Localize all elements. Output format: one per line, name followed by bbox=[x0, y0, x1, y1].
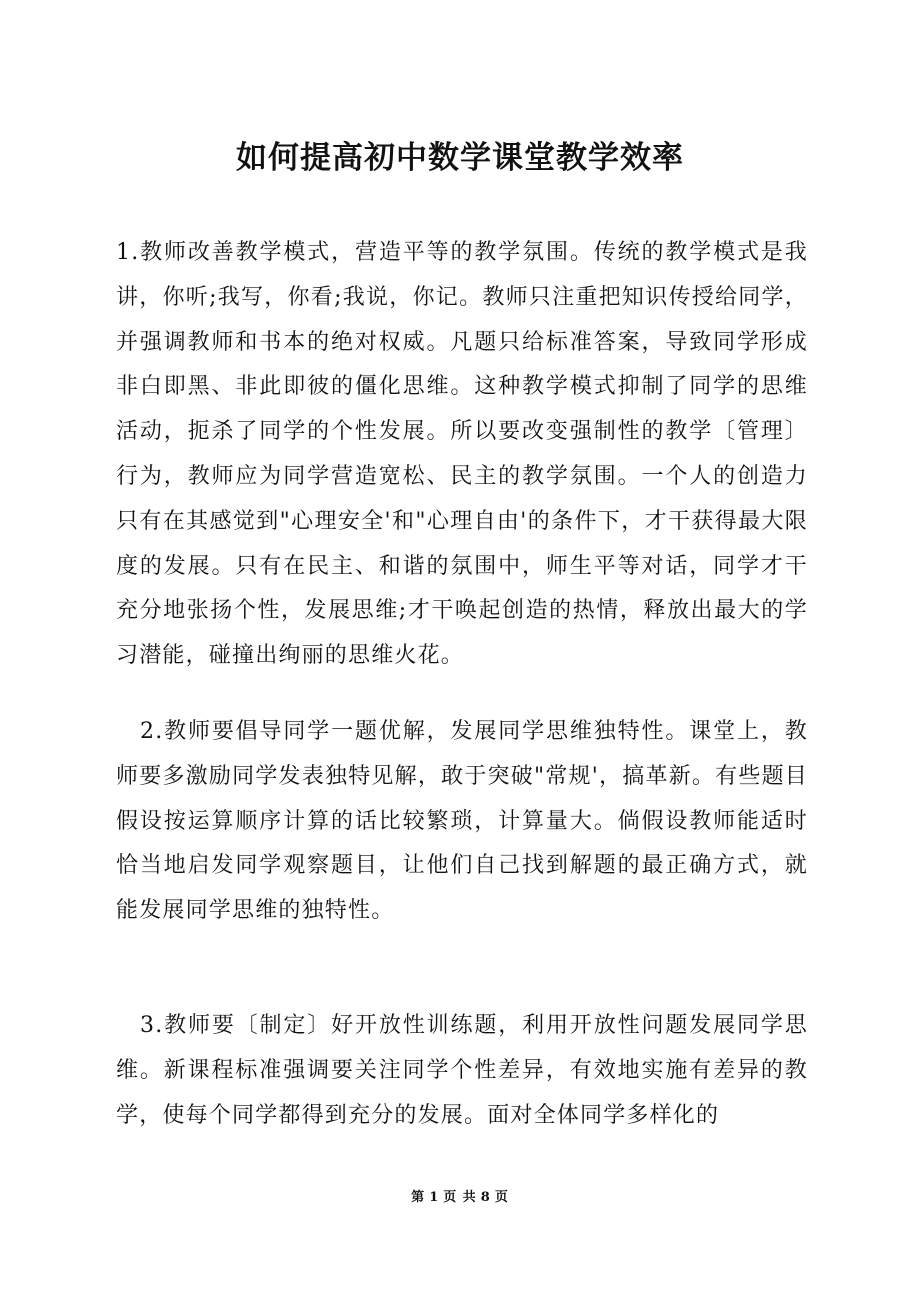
paragraph-2: 2.教师要倡导同学一题优解，发展同学思维独特性。课堂上，教师要多激励同学发表独特见解，敢于突破"常规'，搞革新。有些题目假设按运算顺序计算的话比较繁琐，计算量大。倘假设教师能适时恰当地启发同学观察题目，让他们自己找到解题的最正确方式，就能发展同学思维的独特性。 bbox=[116, 719, 808, 924]
paragraph-1: 1.教师改善教学模式，营造平等的教学氛围。传统的教学模式是我讲，你听;我写，你看;我说，你记。教师只注重把知识传授给同学，并强调教师和书本的绝对权威。凡题只给标准答案，导致同学形成非白即黑、非此即彼的僵化思维。这种教学模式抑制了同学的思维活动，扼杀了同学的个性发展。所以要改变强制性的教学〔管理〕行为，教师应为同学营造宽松、民主的教学氛围。一个人的创造力只有在其感觉到"心理安全'和"心理自由'的条件下，才干获得最大限度的发展。只有在民主、和谐的氛围中，师生平等对话，同学才干充分地张扬个性，发展思维;才干唤起创造的热情，释放出最大的学习潜能，碰撞出绚丽的思维火花。 bbox=[116, 240, 808, 669]
footer-total-pages: 8 bbox=[480, 1190, 491, 1205]
footer-suffix: 页 bbox=[494, 1190, 509, 1205]
paragraph-3: 3.教师要〔制定〕好开放性训练题，利用开放性问题发展同学思维。新课程标准强调要关注同学个性差异，有效地实施有差异的教学，使每个同学都得到充分的发展。面对全体同学多样化的 bbox=[116, 1013, 808, 1128]
footer-prefix: 第 bbox=[411, 1190, 426, 1205]
page-footer bbox=[0, 1188, 920, 1208]
document-title: 如何提高初中数学课堂教学效率 bbox=[236, 140, 684, 176]
footer-middle: 页 共 bbox=[443, 1190, 477, 1205]
footer-page-number: 1 bbox=[429, 1190, 440, 1205]
